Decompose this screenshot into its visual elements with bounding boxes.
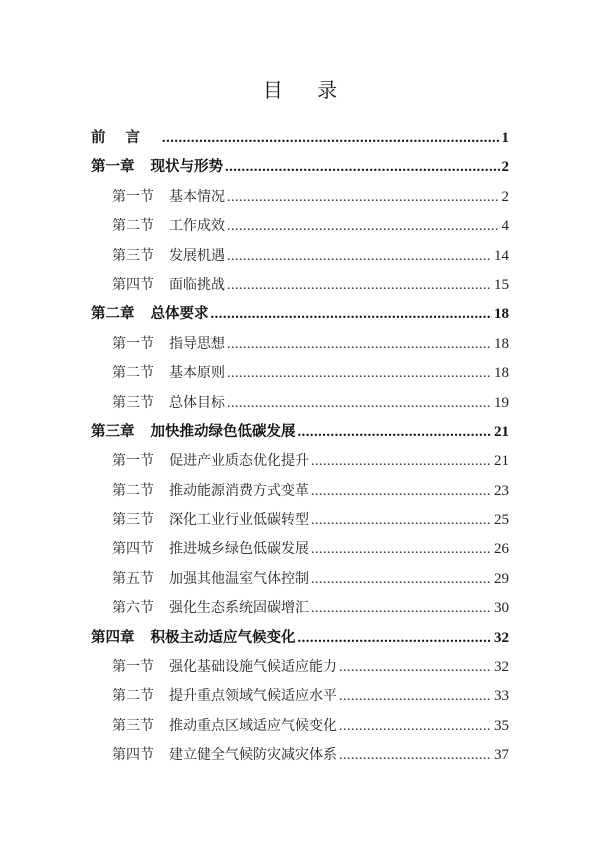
leader-dots (298, 624, 493, 653)
entry-text: 面临挑战 (169, 276, 225, 293)
toc-entry-section[interactable] (91, 712, 509, 741)
entry-text: 强化生态系统固碳增汇 (169, 600, 309, 617)
page-number: 35 (494, 717, 509, 734)
page-number: 32 (494, 659, 509, 676)
entry-text: 积极主动适应气候变化 (150, 629, 296, 646)
entry-number: 第五节 (112, 570, 154, 587)
entry-text: 推动能源消费方式变革 (169, 482, 309, 499)
entry-text: 现状与形势 (150, 159, 223, 176)
page-number: 32 (494, 629, 509, 646)
toc-entry-chapter-3[interactable] (91, 418, 509, 447)
page-number: 1 (501, 130, 509, 146)
toc-entry-section[interactable] (91, 594, 509, 623)
entry-number: 第一章 (91, 159, 135, 176)
entry-text: 加强其他温室气体控制 (169, 570, 309, 587)
page-number: 18 (494, 306, 509, 323)
toc-entry-section[interactable] (91, 741, 509, 770)
page-number: 29 (494, 570, 509, 587)
table-of-contents (91, 124, 509, 771)
page-number: 21 (494, 423, 509, 440)
leader-dots (311, 535, 492, 564)
toc-entry-section[interactable] (91, 359, 509, 388)
page-number: 37 (494, 747, 509, 764)
toc-entry-section[interactable] (91, 389, 509, 418)
page-number: 2 (501, 188, 509, 205)
entry-text: 总体目标 (169, 394, 225, 411)
toc-entry-section[interactable] (91, 242, 509, 271)
entry-number: 第三节 (112, 717, 154, 734)
entry-number: 第一节 (112, 188, 154, 205)
page-number: 19 (494, 394, 509, 411)
toc-entry-section[interactable] (91, 682, 509, 711)
page-number: 30 (494, 600, 509, 617)
page-number: 15 (494, 276, 509, 293)
page-number: 21 (494, 453, 509, 470)
leader-dots (227, 330, 492, 359)
toc-entry-preface[interactable] (91, 124, 509, 153)
leader-dots (227, 183, 500, 212)
entry-text: 建立健全气候防灾减灾体系 (169, 747, 337, 764)
leader-dots (339, 653, 492, 682)
entry-text: 指导思想 (169, 335, 225, 352)
entry-text: 加快推动绿色低碳发展 (150, 423, 296, 440)
leader-dots (162, 124, 500, 153)
toc-entry-section[interactable] (91, 506, 509, 535)
entry-number: 第一节 (112, 453, 154, 470)
entry-text: 推动重点区域适应气候变化 (169, 717, 337, 734)
entry-number: 第三节 (112, 512, 154, 529)
entry-number: 第一节 (112, 335, 154, 352)
entry-number: 第二节 (112, 218, 154, 235)
page-number: 4 (501, 218, 509, 235)
entry-text: 促进产业质态优化提升 (169, 453, 309, 470)
toc-entry-section[interactable] (91, 271, 509, 300)
toc-title: 目 录 (262, 78, 352, 102)
toc-entry-section[interactable] (91, 565, 509, 594)
entry-number: 第三节 (112, 394, 154, 411)
page-number: 33 (494, 688, 509, 705)
entry-text: 基本情况 (169, 188, 225, 205)
leader-dots (227, 389, 492, 418)
entry-number: 第六节 (112, 600, 154, 617)
leader-dots (339, 682, 492, 711)
entry-text: 提升重点领域气候适应水平 (169, 688, 337, 705)
toc-entry-section[interactable] (91, 653, 509, 682)
entry-text: 基本原则 (169, 365, 225, 382)
page-number: 23 (494, 482, 509, 499)
page-number: 25 (494, 512, 509, 529)
entry-number: 第二节 (112, 365, 154, 382)
entry-text: 推进城乡绿色低碳发展 (169, 541, 309, 558)
page-number: 26 (494, 541, 509, 558)
toc-entry-section[interactable] (91, 212, 509, 241)
entry-text: 发展机遇 (169, 247, 225, 264)
leader-dots (311, 506, 492, 535)
toc-entry-chapter-2[interactable] (91, 300, 509, 329)
entry-number: 第四节 (112, 276, 154, 293)
toc-entry-section[interactable] (91, 183, 509, 212)
entry-number: 前言 (91, 130, 160, 146)
page-number: 14 (494, 247, 509, 264)
leader-dots (311, 477, 492, 506)
page-number: 18 (494, 365, 509, 382)
leader-dots (311, 447, 492, 476)
toc-entry-chapter-1[interactable] (91, 153, 509, 182)
entry-number: 第四节 (112, 541, 154, 558)
entry-number: 第三章 (91, 423, 135, 440)
entry-text: 深化工业行业低碳转型 (169, 512, 309, 529)
toc-entry-chapter-4[interactable] (91, 624, 509, 653)
entry-number: 第二章 (91, 306, 135, 323)
leader-dots (227, 212, 500, 241)
leader-dots (311, 594, 492, 623)
leader-dots (211, 300, 493, 329)
entry-number: 第一节 (112, 659, 154, 676)
entry-number: 第二节 (112, 688, 154, 705)
toc-entry-section[interactable] (91, 477, 509, 506)
toc-entry-section[interactable] (91, 447, 509, 476)
entry-number: 第二节 (112, 482, 154, 499)
leader-dots (225, 153, 500, 182)
leader-dots (311, 565, 492, 594)
leader-dots (298, 418, 493, 447)
entry-number: 第四节 (112, 747, 154, 764)
entry-text: 总体要求 (150, 306, 209, 323)
leader-dots (339, 712, 492, 741)
entry-text: 工作成效 (169, 218, 225, 235)
page-number: 2 (501, 159, 509, 176)
page-number: 18 (494, 335, 509, 352)
toc-entry-section[interactable] (91, 535, 509, 564)
entry-number: 第三节 (112, 247, 154, 264)
entry-text: 强化基础设施气候适应能力 (169, 659, 337, 676)
entry-number: 第四章 (91, 629, 135, 646)
leader-dots (227, 242, 492, 271)
leader-dots (227, 359, 492, 388)
leader-dots (339, 741, 492, 770)
toc-entry-section[interactable] (91, 330, 509, 359)
leader-dots (227, 271, 492, 300)
